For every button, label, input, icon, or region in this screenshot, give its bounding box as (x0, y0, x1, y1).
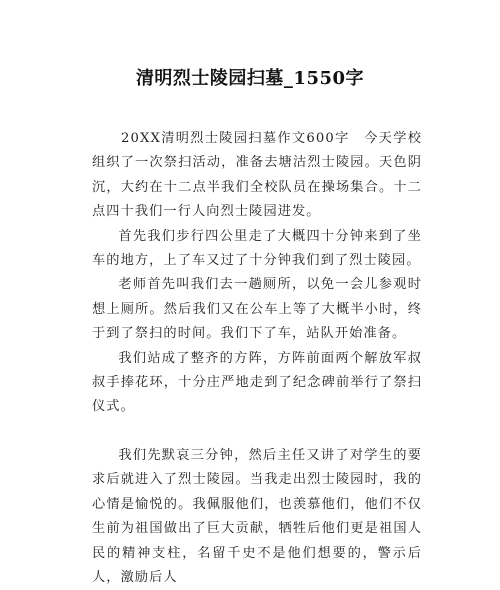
paragraph-1: 20XX清明烈士陵园扫墓作文600字 今天学校组织了一次祭扫活动，准备去塘沽烈士陵园。天色阴沉，大约在十二点半我们全校队员在操场集合。十二点四十我们一行人向烈士陵园进发。 (92, 131, 422, 220)
document-title: 清明烈士陵园扫墓_1550字 (135, 68, 365, 89)
paragraph-5: 我们先默哀三分钟，然后主任又讲了对学生的要求后就进入了烈士陵园。当我走出烈士陵园时，我的心情是愉悦的。我佩服他们，也羡慕他们，他们不仅生前为祖国做出了巨大贡献，牺牲后他们更是祖国人民的精神支柱，名留千史不是他们想要的，警示后人，激励后人 (92, 447, 422, 585)
paragraph-gap (92, 420, 422, 444)
document-body (92, 127, 422, 590)
paragraph-2: 首先我们步行四公里走了大概四十分钟来到了坐车的地方，上了车又过了十分钟我们到了烈士陵园。 (92, 228, 422, 269)
paragraph-3: 老师首先叫我们去一趟厕所，以免一会儿参观时想上厕所。然后我们又在公车上等了大概半小时，终于到了祭扫的时间。我们下了车，站队开始准备。 (92, 277, 422, 342)
paragraph-4: 我们站成了整齐的方阵，方阵前面两个解放军叔叔手捧花环，十分庄严地走到了纪念碑前举行了祭扫仪式。 (92, 350, 422, 415)
